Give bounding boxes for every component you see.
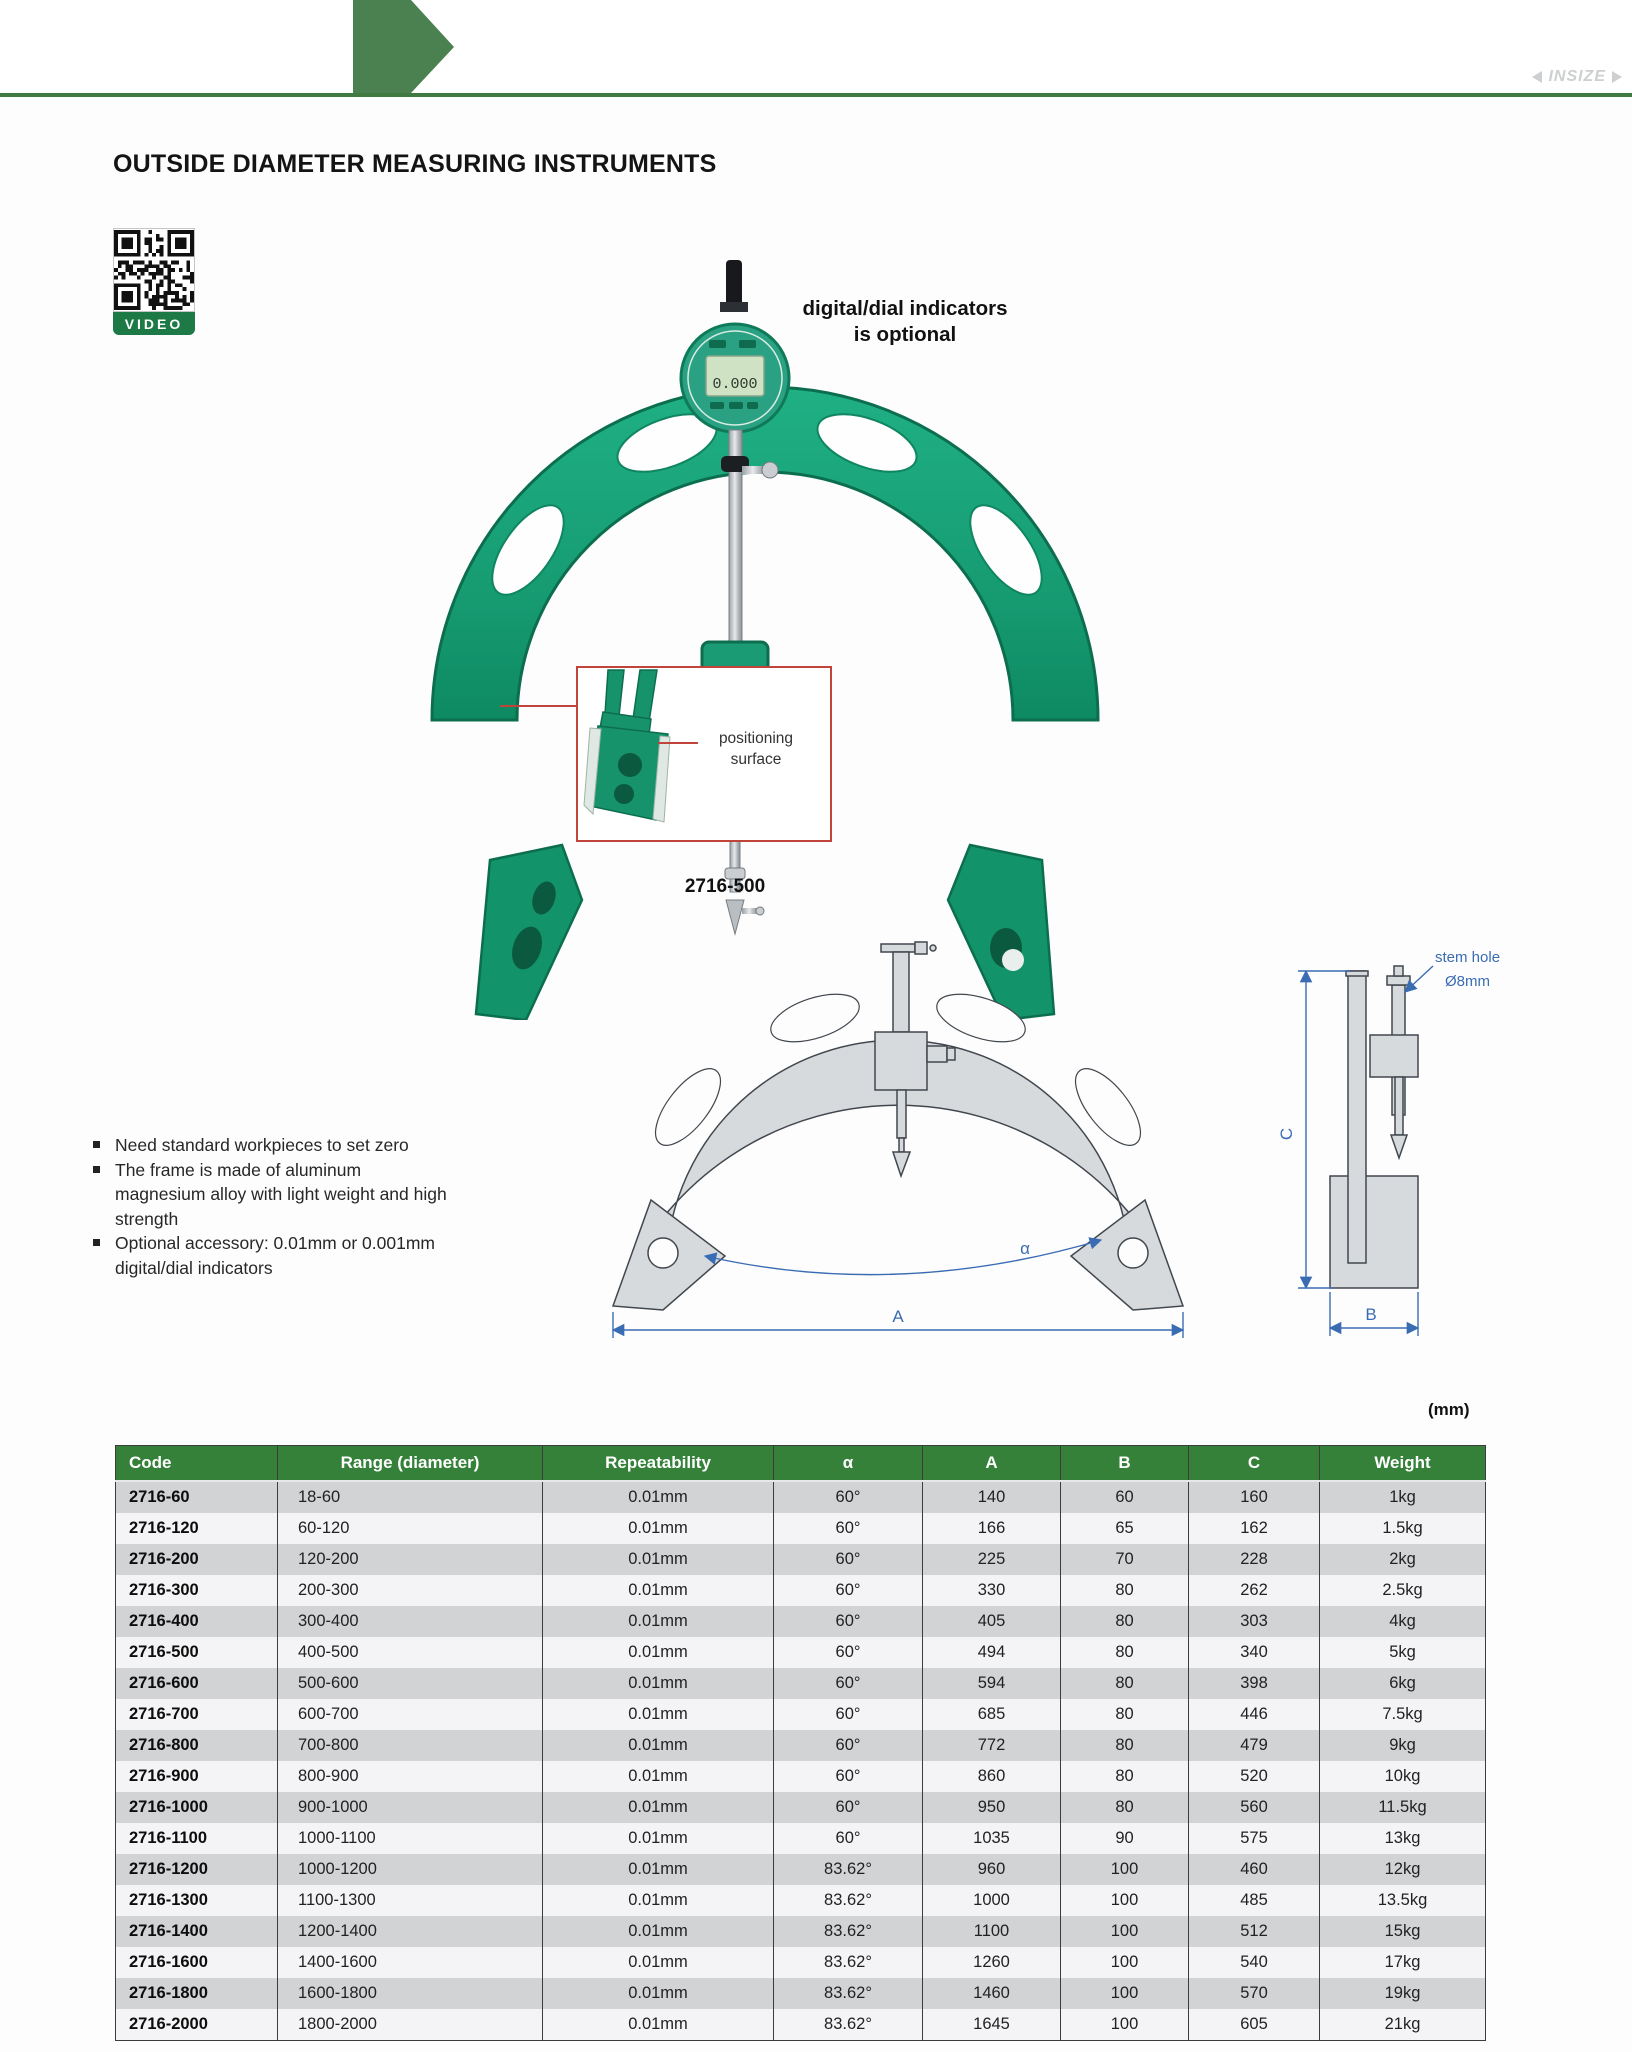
range-cell: 1000-1200	[278, 1854, 543, 1885]
b-cell: 80	[1061, 1668, 1189, 1699]
range-cell: 800-900	[278, 1761, 543, 1792]
weight-cell: 11.5kg	[1320, 1792, 1486, 1823]
c-cell: 479	[1189, 1730, 1320, 1761]
repeatability-cell: 0.01mm	[543, 1637, 774, 1668]
weight-cell: 21kg	[1320, 2009, 1486, 2041]
left-foot	[476, 845, 582, 1020]
range-cell: 60-120	[278, 1513, 543, 1544]
weight-cell: 1.5kg	[1320, 1513, 1486, 1544]
alpha-cell: 60°	[774, 1792, 923, 1823]
weight-cell: 12kg	[1320, 1854, 1486, 1885]
range-cell: 1800-2000	[278, 2009, 543, 2041]
spec-table-head	[116, 1446, 1486, 1482]
code-cell: 2716-2000	[116, 2009, 278, 2041]
repeatability-cell: 0.01mm	[543, 1761, 774, 1792]
table-row	[116, 1947, 1486, 1978]
a-cell: 405	[923, 1606, 1061, 1637]
weight-cell: 6kg	[1320, 1668, 1486, 1699]
stem-hole-line1: stem hole	[1435, 949, 1501, 966]
table-row	[116, 1668, 1486, 1699]
b-cell: 80	[1061, 1761, 1189, 1792]
c-cell: 162	[1189, 1513, 1320, 1544]
range-cell: 200-300	[278, 1575, 543, 1606]
c-cell: 520	[1189, 1761, 1320, 1792]
alpha-cell: 60°	[774, 1730, 923, 1761]
range-cell: 1200-1400	[278, 1916, 543, 1947]
c-cell: 460	[1189, 1854, 1320, 1885]
header-row	[116, 1446, 1486, 1482]
table-row	[116, 1978, 1486, 2009]
range-cell: 400-500	[278, 1637, 543, 1668]
range-cell: 500-600	[278, 1668, 543, 1699]
weight-cell: 13.5kg	[1320, 1885, 1486, 1916]
code-cell: 2716-60	[116, 1481, 278, 1513]
green-chevron	[353, 0, 463, 98]
repeatability-cell: 0.01mm	[543, 1978, 774, 2009]
b-cell: 100	[1061, 1885, 1189, 1916]
column-header-weight: Weight	[1320, 1446, 1486, 1482]
inset-label-line1: positioning	[718, 730, 794, 747]
a-cell: 225	[923, 1544, 1061, 1575]
range-cell: 18-60	[278, 1481, 543, 1513]
table-row	[116, 1606, 1486, 1637]
repeatability-cell: 0.01mm	[543, 1854, 774, 1885]
column-header-alpha: α	[774, 1446, 923, 1482]
code-cell: 2716-1800	[116, 1978, 278, 2009]
table-row	[116, 1823, 1486, 1854]
alpha-cell: 83.62°	[774, 1978, 923, 2009]
weight-cell: 4kg	[1320, 1606, 1486, 1637]
alpha-cell: 60°	[774, 1668, 923, 1699]
a-cell: 860	[923, 1761, 1061, 1792]
table-row	[116, 1481, 1486, 1513]
table-row	[116, 1544, 1486, 1575]
code-cell: 2716-400	[116, 1606, 278, 1637]
alpha-cell: 60°	[774, 1544, 923, 1575]
contact-point	[726, 900, 744, 934]
range-cell: 1100-1300	[278, 1885, 543, 1916]
alpha-cell: 83.62°	[774, 1947, 923, 1978]
c-label: C	[1277, 1127, 1296, 1141]
table-row	[116, 1513, 1486, 1544]
b-cell: 60	[1061, 1481, 1189, 1513]
alpha-cell: 60°	[774, 1606, 923, 1637]
a-cell: 960	[923, 1854, 1061, 1885]
weight-cell: 5kg	[1320, 1637, 1486, 1668]
weight-cell: 2kg	[1320, 1544, 1486, 1575]
weight-cell: 15kg	[1320, 1916, 1486, 1947]
code-cell: 2716-500	[116, 1637, 278, 1668]
a-cell: 166	[923, 1513, 1061, 1544]
a-cell: 1460	[923, 1978, 1061, 2009]
repeatability-cell: 0.01mm	[543, 1730, 774, 1761]
c-cell: 485	[1189, 1885, 1320, 1916]
alpha-cell: 60°	[774, 1761, 923, 1792]
table-row	[116, 1885, 1486, 1916]
b-cell: 100	[1061, 2009, 1189, 2041]
page-header	[0, 0, 1632, 97]
watermark-right-arrow-icon	[1612, 71, 1622, 83]
a-cell: 1100	[923, 1916, 1061, 1947]
b-cell: 100	[1061, 1854, 1189, 1885]
code-cell: 2716-200	[116, 1544, 278, 1575]
video-qr-block	[113, 228, 193, 335]
b-cell: 70	[1061, 1544, 1189, 1575]
annotation-line2: is optional	[853, 323, 957, 346]
logo-text: INSIZE	[124, 28, 250, 69]
code-cell: 2716-1400	[116, 1916, 278, 1947]
range-cell: 1400-1600	[278, 1947, 543, 1978]
c-cell: 570	[1189, 1978, 1320, 2009]
alpha-cell: 83.62°	[774, 1854, 923, 1885]
weight-cell: 1kg	[1320, 1481, 1486, 1513]
range-cell: 1000-1100	[278, 1823, 543, 1854]
b-cell: 100	[1061, 1916, 1189, 1947]
a-cell: 950	[923, 1792, 1061, 1823]
spec-table-body	[116, 1481, 1486, 2041]
column-header-repeatability: Repeatability	[543, 1446, 774, 1482]
a-cell: 1000	[923, 1885, 1061, 1916]
feature-item: Need standard workpieces to set zero	[90, 1133, 448, 1158]
range-cell: 700-800	[278, 1730, 543, 1761]
b-cell: 80	[1061, 1730, 1189, 1761]
watermark-left-arrow-icon	[1532, 71, 1542, 83]
a-cell: 772	[923, 1730, 1061, 1761]
code-cell: 2716-300	[116, 1575, 278, 1606]
b-cell: 80	[1061, 1637, 1189, 1668]
repeatability-cell: 0.01mm	[543, 1575, 774, 1606]
table-row	[116, 1699, 1486, 1730]
column-header-a: A	[923, 1446, 1061, 1482]
c-cell: 575	[1189, 1823, 1320, 1854]
model-caption: 2716-500	[684, 876, 766, 897]
weight-cell: 9kg	[1320, 1730, 1486, 1761]
repeatability-cell: 0.01mm	[543, 1544, 774, 1575]
insize-watermark	[1532, 68, 1622, 86]
a-cell: 1035	[923, 1823, 1061, 1854]
code-cell: 2716-1600	[116, 1947, 278, 1978]
logo-right-arrow-icon	[255, 36, 277, 62]
column-header-code: Code	[116, 1446, 278, 1482]
c-cell: 228	[1189, 1544, 1320, 1575]
a-cell: 685	[923, 1699, 1061, 1730]
table-row	[116, 1854, 1486, 1885]
feature-item: The frame is made of aluminum magnesium alloy with light weight and high strength	[90, 1158, 448, 1232]
inset-label-line2: surface	[730, 751, 782, 768]
table-row	[116, 1916, 1486, 1947]
repeatability-cell: 0.01mm	[543, 1885, 774, 1916]
alpha-cell: 83.62°	[774, 1885, 923, 1916]
b-cell: 80	[1061, 1699, 1189, 1730]
repeatability-cell: 0.01mm	[543, 1481, 774, 1513]
positioning-surface-inset	[576, 666, 832, 842]
b-cell: 80	[1061, 1792, 1189, 1823]
insize-logo	[96, 28, 277, 70]
c-cell: 160	[1189, 1481, 1320, 1513]
table-row	[116, 1637, 1486, 1668]
code-cell: 2716-900	[116, 1761, 278, 1792]
weight-cell: 19kg	[1320, 1978, 1486, 2009]
c-cell: 340	[1189, 1637, 1320, 1668]
range-cell: 120-200	[278, 1544, 543, 1575]
alpha-cell: 60°	[774, 1481, 923, 1513]
repeatability-cell: 0.01mm	[543, 1916, 774, 1947]
header-divider	[0, 93, 1632, 97]
c-cell: 303	[1189, 1606, 1320, 1637]
code-cell: 2716-1100	[116, 1823, 278, 1854]
spec-table	[115, 1445, 1486, 2041]
c-cell: 446	[1189, 1699, 1320, 1730]
alpha-cell: 60°	[774, 1823, 923, 1854]
code-cell: 2716-600	[116, 1668, 278, 1699]
a-cell: 594	[923, 1668, 1061, 1699]
c-cell: 512	[1189, 1916, 1320, 1947]
a-label: A	[892, 1307, 904, 1326]
c-cell: 540	[1189, 1947, 1320, 1978]
feature-list	[90, 1133, 448, 1280]
repeatability-cell: 0.01mm	[543, 1513, 774, 1544]
c-cell: 398	[1189, 1668, 1320, 1699]
dimension-alpha	[705, 1240, 1101, 1275]
b-cell: 90	[1061, 1823, 1189, 1854]
range-cell: 600-700	[278, 1699, 543, 1730]
b-cell: 80	[1061, 1606, 1189, 1637]
b-cell: 80	[1061, 1575, 1189, 1606]
side-view	[1330, 966, 1418, 1288]
alpha-cell: 60°	[774, 1699, 923, 1730]
inset-leader-line	[500, 705, 578, 707]
front-view	[613, 942, 1183, 1310]
b-cell: 100	[1061, 1947, 1189, 1978]
repeatability-cell: 0.01mm	[543, 1606, 774, 1637]
indicator-annotation	[735, 296, 1075, 348]
qr-code[interactable]	[113, 228, 195, 312]
weight-cell: 7.5kg	[1320, 1699, 1486, 1730]
product-photo	[430, 260, 1110, 1020]
table-row	[116, 1761, 1486, 1792]
alpha-cell: 83.62°	[774, 2009, 923, 2041]
alpha-label: α	[1020, 1239, 1030, 1258]
lcd-value: 0.000	[712, 376, 758, 393]
range-cell: 300-400	[278, 1606, 543, 1637]
repeatability-cell: 0.01mm	[543, 1947, 774, 1978]
c-cell: 262	[1189, 1575, 1320, 1606]
a-cell: 1260	[923, 1947, 1061, 1978]
table-row	[116, 1575, 1486, 1606]
alpha-cell: 60°	[774, 1637, 923, 1668]
c-cell: 560	[1189, 1792, 1320, 1823]
watermark-text: INSIZE	[1548, 68, 1606, 85]
repeatability-cell: 0.01mm	[543, 1699, 774, 1730]
code-cell: 2716-1300	[116, 1885, 278, 1916]
stem-hole-line2: Ø8mm	[1445, 973, 1490, 990]
alpha-cell: 83.62°	[774, 1916, 923, 1947]
repeatability-cell: 0.01mm	[543, 1792, 774, 1823]
code-cell: 2716-1200	[116, 1854, 278, 1885]
video-badge[interactable]: VIDEO	[113, 312, 195, 335]
table-row	[116, 1792, 1486, 1823]
logo-left-arrow-icon	[96, 36, 118, 62]
weight-cell: 2.5kg	[1320, 1575, 1486, 1606]
feature-item: Optional accessory: 0.01mm or 0.001mm digital/dial indicators	[90, 1231, 448, 1280]
b-cell: 100	[1061, 1978, 1189, 2009]
code-cell: 2716-1000	[116, 1792, 278, 1823]
table-row	[116, 2009, 1486, 2041]
technical-drawing	[593, 938, 1632, 1353]
weight-cell: 17kg	[1320, 1947, 1486, 1978]
stem-hole-note	[1405, 949, 1500, 992]
b-cell: 65	[1061, 1513, 1189, 1544]
column-header-b: B	[1061, 1446, 1189, 1482]
code-cell: 2716-800	[116, 1730, 278, 1761]
repeatability-cell: 0.01mm	[543, 2009, 774, 2041]
unit-note: (mm)	[1428, 1400, 1470, 1419]
a-cell: 1645	[923, 2009, 1061, 2041]
annotation-line1: digital/dial indicators	[802, 297, 1008, 320]
a-cell: 330	[923, 1575, 1061, 1606]
column-header-c: C	[1189, 1446, 1320, 1482]
repeatability-cell: 0.01mm	[543, 1823, 774, 1854]
range-cell: 1600-1800	[278, 1978, 543, 2009]
a-cell: 494	[923, 1637, 1061, 1668]
alpha-cell: 60°	[774, 1575, 923, 1606]
code-cell: 2716-120	[116, 1513, 278, 1544]
alpha-cell: 60°	[774, 1513, 923, 1544]
table-row	[116, 1730, 1486, 1761]
front-indicator	[875, 942, 955, 1176]
c-cell: 605	[1189, 2009, 1320, 2041]
weight-cell: 13kg	[1320, 1823, 1486, 1854]
a-cell: 140	[923, 1481, 1061, 1513]
weight-cell: 10kg	[1320, 1761, 1486, 1792]
positioning-surface-label	[690, 728, 822, 770]
b-label: B	[1365, 1305, 1377, 1324]
repeatability-cell: 0.01mm	[543, 1668, 774, 1699]
column-header-range: Range (diameter)	[278, 1446, 543, 1482]
range-cell: 900-1000	[278, 1792, 543, 1823]
code-cell: 2716-700	[116, 1699, 278, 1730]
page-title: OUTSIDE DIAMETER MEASURING INSTRUMENTS	[113, 150, 717, 178]
